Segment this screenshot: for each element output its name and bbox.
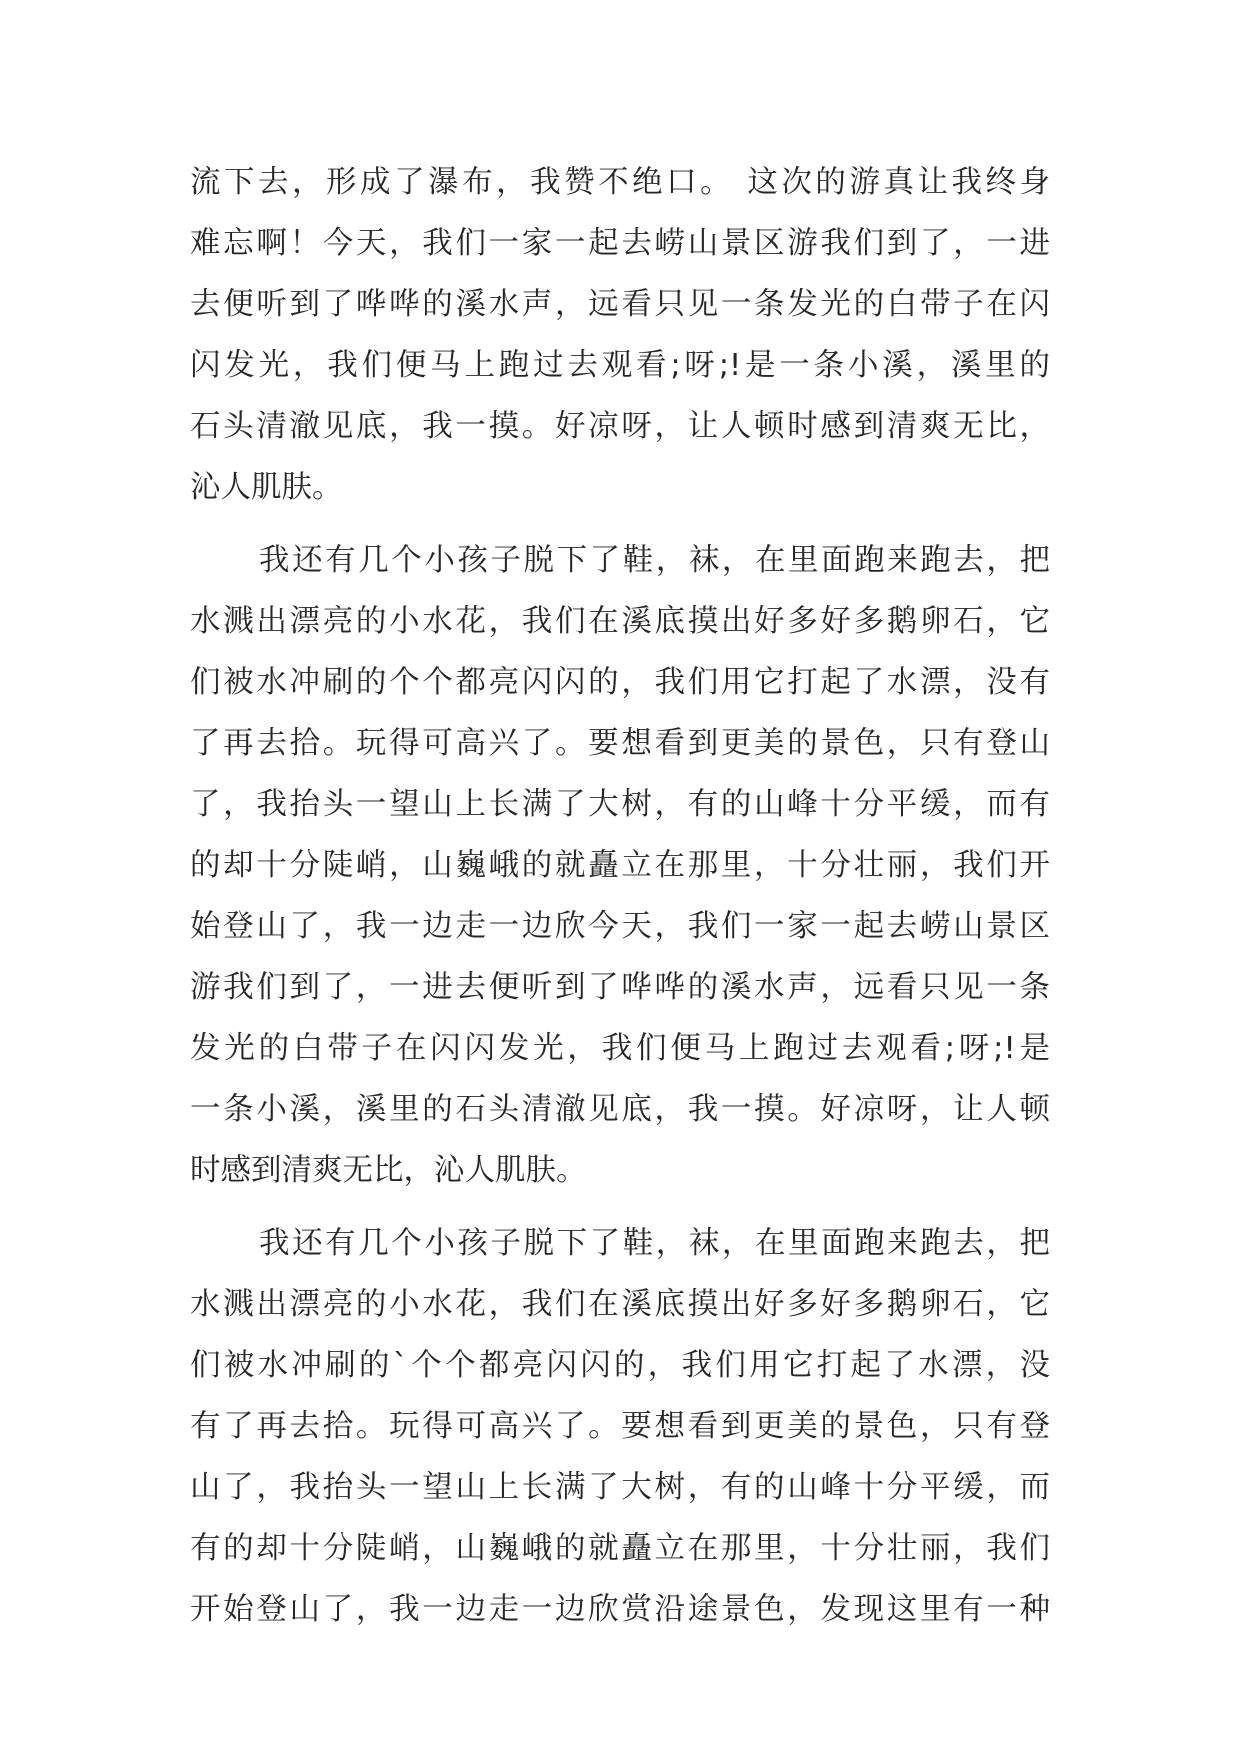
text-line: 发光的白带子在闪闪发光，我们便马上跑过去观看;呀;!是 (190, 1031, 1050, 1066)
text-line: 们被水冲刷的`个个都亮闪闪的，我们用它打起了水漂，没 (190, 1348, 1050, 1383)
text-line: 游我们到了，一进去便听到了哗哗的溪水声，远看只见一条 (190, 970, 1050, 1005)
text-line: 我还有几个小孩子脱下了鞋，袜，在里面跑来跑去，把 (259, 543, 1050, 578)
text-line: 难忘啊！今天，我们一家一起去崂山景区游我们到了，一进 (190, 226, 1050, 261)
text-line: 水溅出漂亮的小水花，我们在溪底摸出好多好多鹅卵石，它 (190, 1287, 1050, 1322)
text-line: 时感到清爽无比，沁人肌肤。 (190, 1153, 587, 1188)
text-line: 了，我抬头一望山上长满了大树，有的山峰十分平缓，而有 (190, 787, 1050, 822)
paragraph (190, 530, 1050, 1201)
text-line: 始登山了，我一边走一边欣今天，我们一家一起去崂山景区 (190, 909, 1050, 944)
text-line: 石头清澈见底，我一摸。好凉呀，让人顿时感到清爽无比， (190, 409, 1050, 444)
text-line: 了再去拾。玩得可高兴了。要想看到更美的景色，只有登山 (190, 726, 1050, 761)
text-line: 一条小溪，溪里的石头清澈见底，我一摸。好凉呀，让人顿 (190, 1092, 1050, 1127)
paragraph (190, 1213, 1050, 1640)
text-line: 的却十分陡峭，山巍峨的就矗立在那里，十分壮丽，我们开 (190, 848, 1050, 883)
text-line: 去便听到了哗哗的溪水声，远看只见一条发光的白带子在闪 (190, 287, 1050, 322)
text-line: 开始登山了，我一边走一边欣赏沿途景色，发现这里有一种 (190, 1592, 1050, 1627)
text-line: 山了，我抬头一望山上长满了大树，有的山峰十分平缓，而 (190, 1470, 1050, 1505)
text-line: 沁人肌肤。 (190, 470, 343, 505)
text-line: 流下去，形成了瀑布，我赞不绝口。 这次的游真让我终身 (190, 165, 1050, 200)
text-line: 闪发光，我们便马上跑过去观看;呀;!是一条小溪，溪里的 (190, 348, 1050, 383)
text-line: 有的却十分陡峭，山巍峨的就矗立在那里，十分壮丽，我们 (190, 1531, 1050, 1566)
text-line: 我还有几个小孩子脱下了鞋，袜，在里面跑来跑去，把 (259, 1226, 1050, 1261)
body-text (190, 152, 1050, 1640)
paragraph (190, 152, 1050, 518)
text-line: 有了再去拾。玩得可高兴了。要想看到更美的景色，只有登 (190, 1409, 1050, 1444)
text-line: 们被水冲刷的个个都亮闪闪的，我们用它打起了水漂，没有 (190, 665, 1050, 700)
text-line: 水溅出漂亮的小水花，我们在溪底摸出好多好多鹅卵石，它 (190, 604, 1050, 639)
